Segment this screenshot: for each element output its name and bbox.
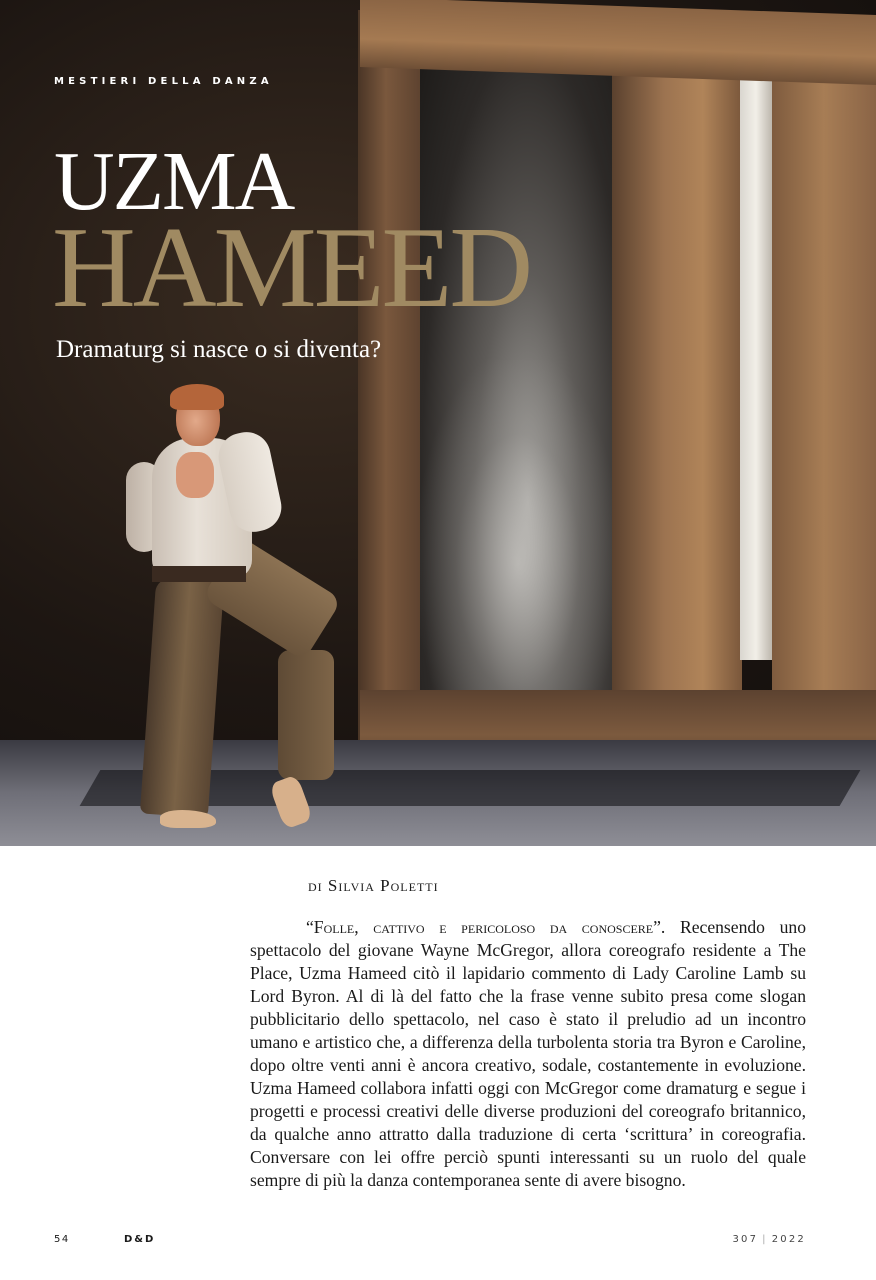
article-subtitle: Dramaturg si nasce o si diventa?: [56, 336, 382, 363]
dancer-right-shin: [278, 650, 334, 780]
issue-separator: |: [762, 1234, 768, 1245]
dancer-right-foot: [269, 774, 314, 829]
dancer-left-leg: [140, 578, 224, 818]
dancer-hand: [176, 452, 214, 498]
body-paragraph: Recensendo uno spettacolo del giovane Wayne McGregor, allora coreografo residente a The Place, Uzma Hameed citò il lapidario commento di Lady Caroline Lamb su Lord Byron. Al di là del fatto che la frase venne subito presa come slogan pubblicitario dello spettacolo, nel caso è stato il preludio ad un incontro umano e artistico che, a differenza della turbolenta storia tra Byron e Caroline, dopo oltre venti anni è ancora creativo, sodale, costantemente in evoluzione. Uzma Hameed collabora infatti oggi con McGregor come dramaturg e segue i progetti e processi creativi delle diverse produzioni del coreografo britannico, da qualche anno attratto dalla traduzione di certa ‘scrittura’ in coreografia. Conversare con lei offre perciò spunti interessanti su un ruolo del quale sempre di più la danza contemporanea sente di avere bisogno.: [250, 917, 806, 1190]
dancer-belt: [152, 566, 246, 582]
title-last-name: HAMEED: [52, 204, 531, 332]
page-number: 54: [54, 1234, 70, 1245]
issue-number: 307: [732, 1234, 759, 1245]
magazine-name: D&D: [124, 1234, 156, 1245]
title-first-name: UZMA: [54, 135, 294, 228]
byline: di Silvia Poletti: [308, 876, 439, 895]
article-body: [250, 916, 806, 1192]
lead-quote: “Folle, cattivo e pericoloso da conoscere”.: [306, 917, 666, 937]
dancer-left-foot: [160, 810, 216, 828]
dancer-hair: [170, 384, 224, 410]
issue-year: 2022: [771, 1234, 806, 1245]
issue-info: [732, 1234, 806, 1245]
section-kicker: MESTIERI DELLA DANZA: [54, 76, 273, 87]
